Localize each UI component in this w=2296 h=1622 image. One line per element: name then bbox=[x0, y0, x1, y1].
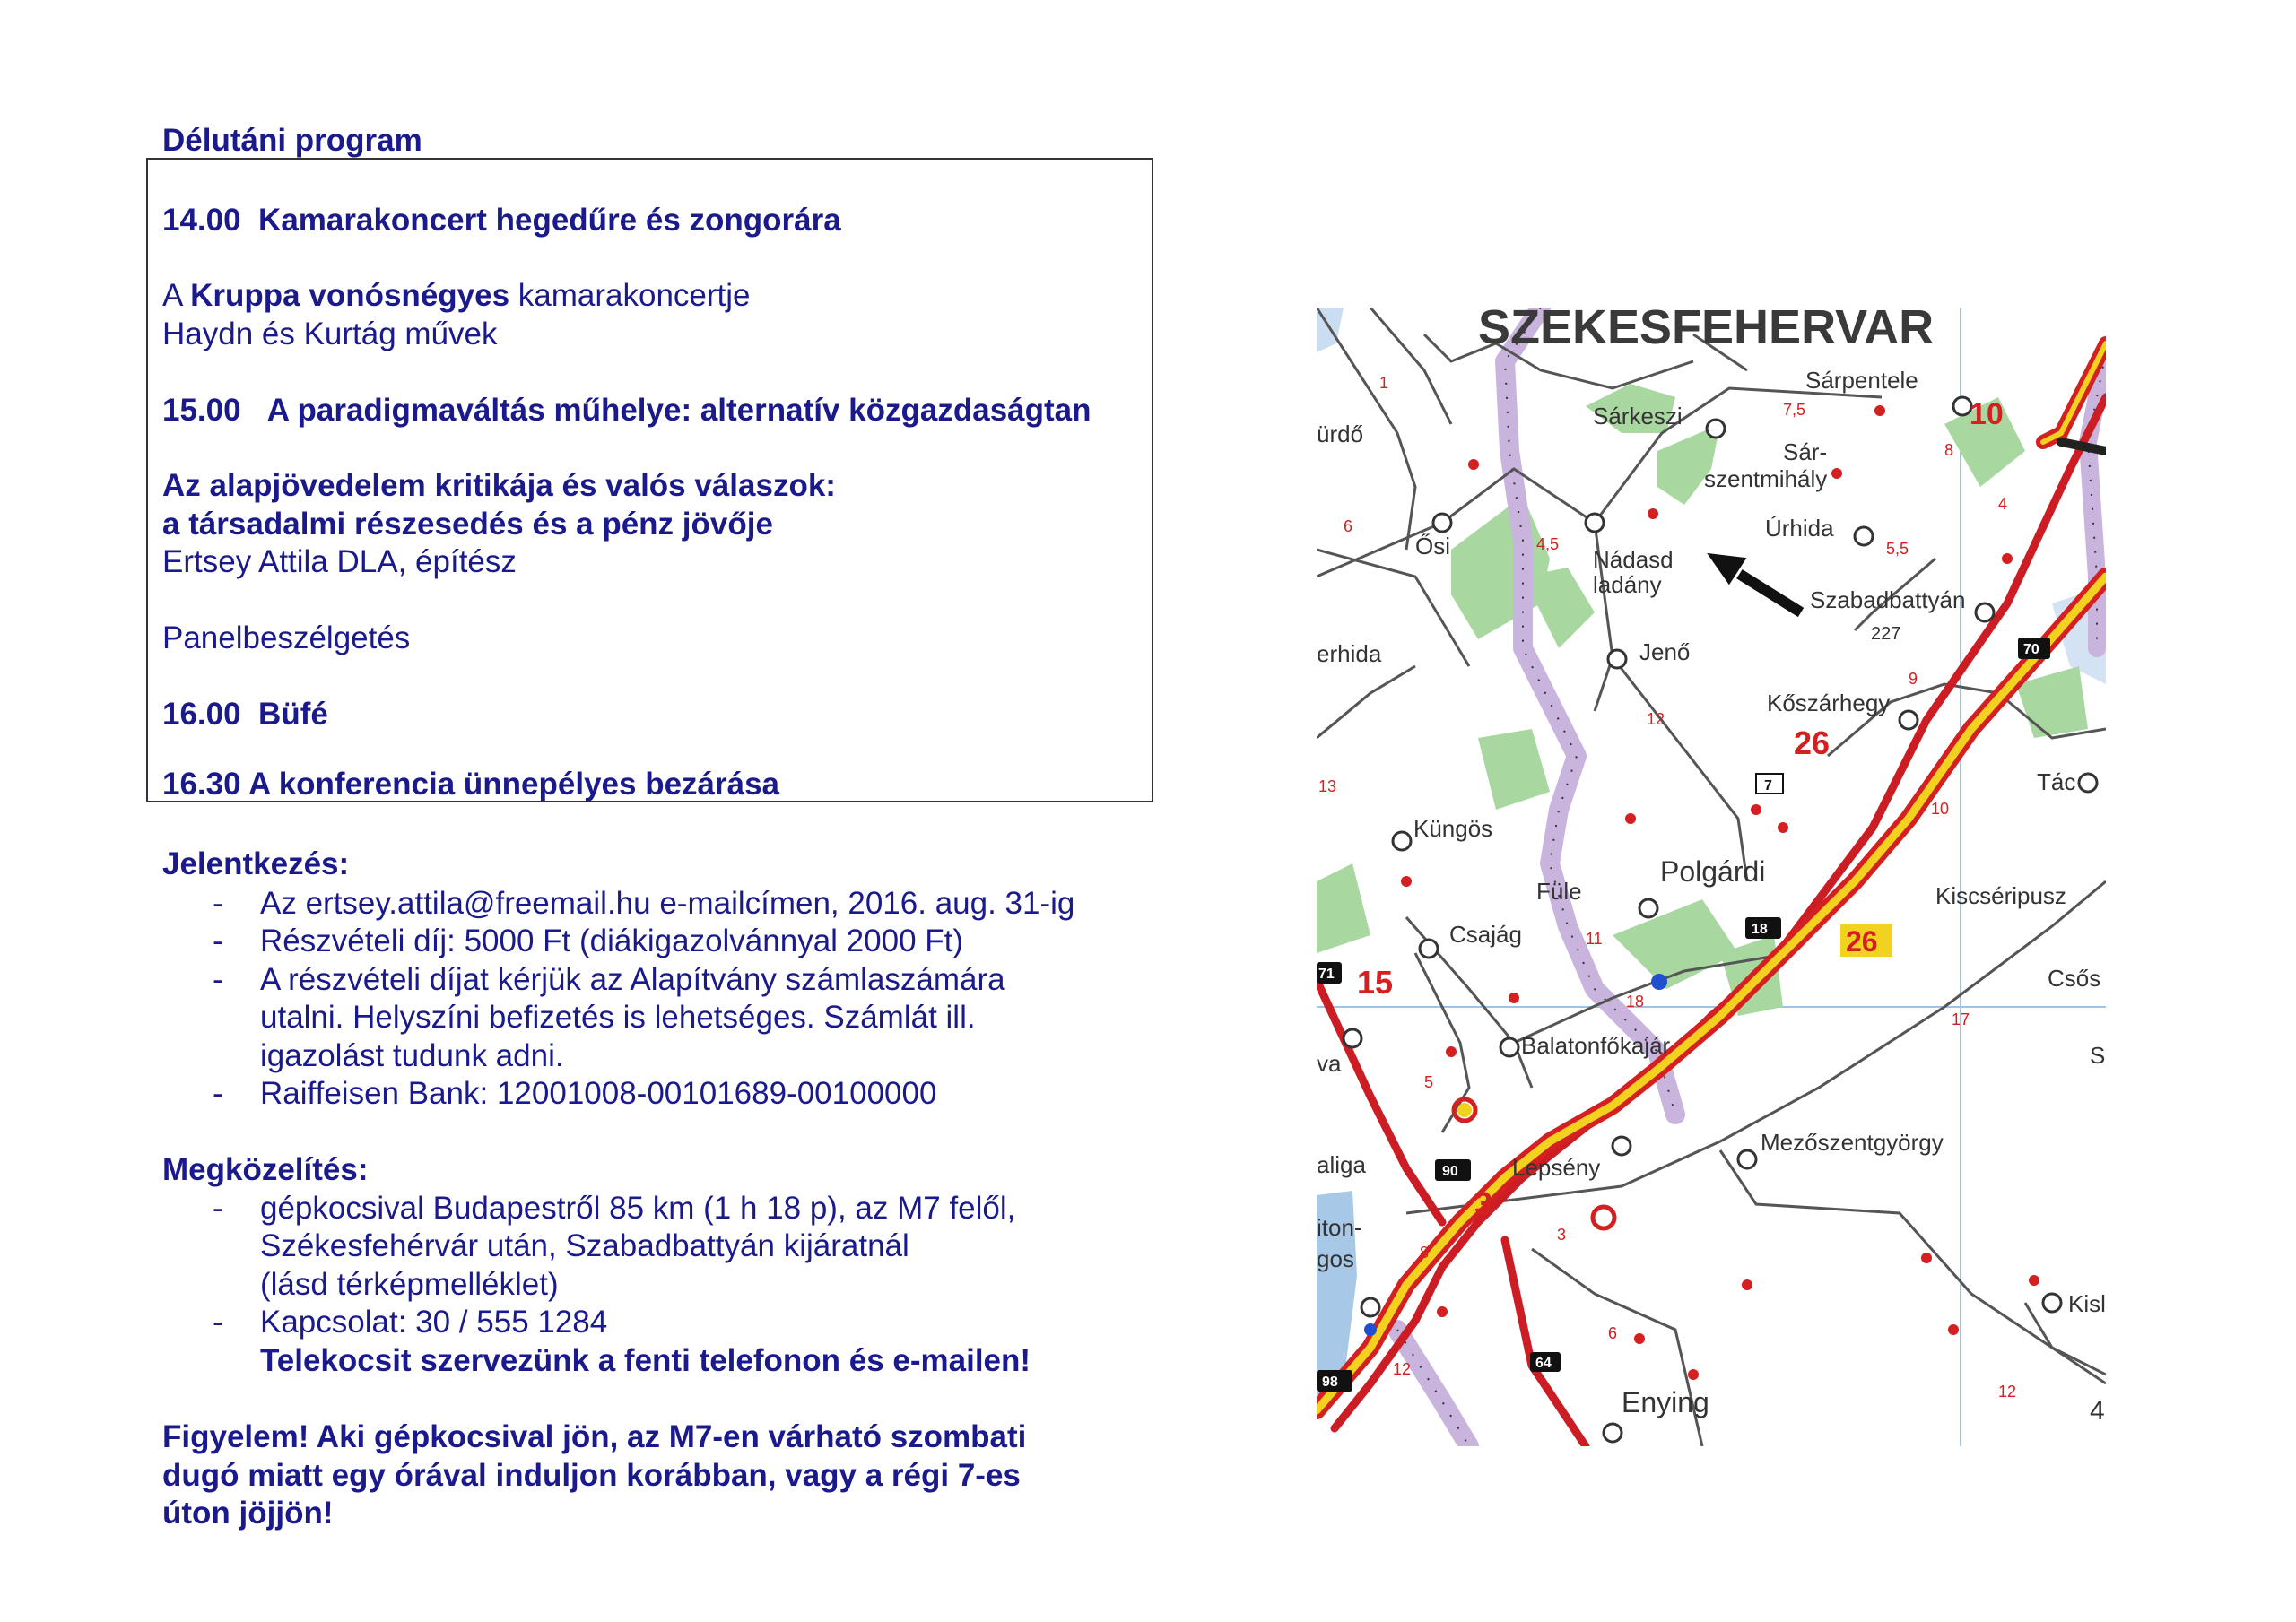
shield-text-64: 64 bbox=[1535, 1356, 1552, 1371]
lecture-speaker: Ertsey Attila DLA, építész bbox=[162, 544, 517, 579]
km-12-b: 12 bbox=[1393, 1360, 1412, 1378]
km-8-b: 8 bbox=[1420, 1244, 1430, 1262]
km-7-5: 7,5 bbox=[1783, 401, 1806, 419]
map-label-iton: iton- bbox=[1317, 1214, 1362, 1241]
map-label-kiscseripusz: Kiscséripusz bbox=[1935, 882, 2066, 909]
km-10: 10 bbox=[1931, 800, 1950, 818]
map-label-lepseny: Lepsény bbox=[1512, 1154, 1601, 1181]
map-label-s: S bbox=[2090, 1042, 2106, 1069]
km-17: 17 bbox=[1952, 1010, 1970, 1028]
warning-line-3: úton jöjjön! bbox=[162, 1496, 334, 1531]
map-label-polgardi: Polgárdi bbox=[1660, 855, 1766, 888]
map-label-city: SZEKESFEHERVAR bbox=[1478, 308, 1935, 354]
map-label-szentmihaly: szentmihály bbox=[1704, 465, 1828, 492]
registration-payment-1: A részvételi díjat kérjük az Alapítvány számlaszámára bbox=[260, 962, 1005, 997]
road-number-10: 10 bbox=[1970, 397, 2004, 431]
concert-suffix: kamarakoncertje bbox=[509, 278, 751, 313]
program-time: 14.00 bbox=[162, 203, 241, 238]
bank-account: Raiffeisen Bank: 12001008-00101689-00100000 bbox=[260, 1076, 937, 1111]
warning-line-1: Figyelem! Aki gépkocsival jön, az M7-en várható szombati bbox=[162, 1419, 1027, 1454]
program-title: Kamarakoncert hegedűre és zongorára bbox=[258, 203, 841, 238]
bullet: - bbox=[213, 1076, 223, 1111]
program-time: 15.00 bbox=[162, 393, 241, 428]
map-label-tac: Tác bbox=[2037, 768, 2076, 795]
bullet: - bbox=[213, 924, 223, 958]
bullet: - bbox=[213, 886, 223, 921]
km-12-c: 12 bbox=[1998, 1383, 2017, 1401]
quartet-name: Kruppa vonósnégyes bbox=[190, 278, 510, 313]
map-label-koszarhegy: Kőszárhegy bbox=[1767, 690, 1891, 716]
map-label-jeno: Jenő bbox=[1639, 638, 1691, 665]
map-label-four: 4 bbox=[2090, 1396, 2105, 1426]
panel-discussion: Panelbeszélgetés bbox=[162, 620, 411, 655]
map-label-csos: Csős bbox=[2048, 965, 2101, 992]
program-item-closing: 16.30 A konferencia ünnepélyes bezárása bbox=[162, 767, 780, 802]
road-number-26-b: 26 bbox=[1846, 925, 1878, 958]
concert-prefix: A bbox=[162, 278, 191, 313]
shield-text-70: 70 bbox=[2023, 642, 2039, 657]
map-label-gos: gos bbox=[1317, 1245, 1354, 1272]
lecture-title-1: Az alapjövedelem kritikája és valós válaszok: bbox=[162, 468, 836, 503]
carpool-note: Telekocsit szervezünk a fenti telefonon és e-mailen! bbox=[260, 1343, 1031, 1378]
program-title: Büfé bbox=[258, 697, 328, 732]
km-6-b: 6 bbox=[1608, 1324, 1618, 1342]
km-9: 9 bbox=[1909, 670, 1918, 688]
shield-text-90: 90 bbox=[1442, 1164, 1458, 1179]
road-number-26-a: 26 bbox=[1794, 724, 1831, 761]
map-label-balatonfokajar: Balatonfőkajár bbox=[1521, 1032, 1671, 1059]
town-marker-fill bbox=[1457, 1103, 1472, 1117]
km-12: 12 bbox=[1647, 710, 1665, 728]
map-label-csajag: Csajág bbox=[1449, 921, 1522, 948]
shield-text-71: 71 bbox=[1318, 967, 1335, 982]
road-number-15: 15 bbox=[1357, 964, 1394, 1001]
km-18: 18 bbox=[1626, 993, 1645, 1010]
map-label-enying: Enying bbox=[1622, 1386, 1709, 1418]
concert-line bbox=[162, 276, 751, 315]
map-label-urdo: ürdő bbox=[1317, 421, 1364, 447]
km-1: 1 bbox=[1379, 374, 1389, 392]
km-11: 11 bbox=[1586, 930, 1603, 948]
program-item-buffet bbox=[162, 695, 328, 733]
registration-heading: Jelentkezés: bbox=[162, 846, 350, 881]
map-label-kisl: Kisl bbox=[2068, 1290, 2106, 1317]
km-4: 4 bbox=[1998, 495, 2008, 513]
map-label-sarkeszi: Sárkeszi bbox=[1593, 403, 1683, 429]
km-3: 3 bbox=[1557, 1226, 1567, 1244]
program-item-workshop bbox=[162, 391, 1091, 429]
km-13: 13 bbox=[1318, 777, 1337, 795]
concert-works: Haydn és Kurtág művek bbox=[162, 317, 498, 351]
map-label-nadasd: Nádasd bbox=[1593, 546, 1674, 573]
map-label-mezoszentgyorgy: Mezőszentgyörgy bbox=[1761, 1129, 1944, 1156]
contact-phone: Kapcsolat: 30 / 555 1284 bbox=[260, 1305, 608, 1340]
shield-text-98: 98 bbox=[1322, 1375, 1338, 1390]
km-5-5: 5,5 bbox=[1886, 540, 1909, 558]
bullet: - bbox=[213, 962, 223, 997]
km-4-5: 4,5 bbox=[1536, 535, 1560, 553]
km-6: 6 bbox=[1344, 517, 1353, 535]
map-label-szabadbattyan: Szabadbattyán bbox=[1810, 586, 1966, 613]
bullet: - bbox=[213, 1191, 223, 1226]
lecture-title-2: a társadalmi részesedés és a pénz jövője bbox=[162, 507, 773, 542]
map-label-elevation: 227 bbox=[1871, 624, 1901, 644]
road-number-3: 3 bbox=[1474, 1185, 1493, 1222]
map-label-sarpentele: Sárpentele bbox=[1805, 367, 1918, 394]
km-8: 8 bbox=[1944, 441, 1954, 459]
program-time: 16.00 bbox=[162, 697, 241, 732]
program-title: A paradigmaváltás műhelye: alternatív közgazdaságtan bbox=[266, 393, 1091, 428]
access-car-1: gépkocsival Budapestről 85 km (1 h 18 p), az M7 felől, bbox=[260, 1191, 1016, 1226]
map-label-erhida: erhida bbox=[1317, 640, 1382, 667]
bullet: - bbox=[213, 1305, 223, 1340]
registration-payment-2: utalni. Helyszíni befizetés is lehetséges. Számlát ill. bbox=[260, 1000, 976, 1035]
registration-fee: Részvételi díj: 5000 Ft (diákigazolvánnyal 2000 Ft) bbox=[260, 924, 964, 958]
access-heading: Megközelítés: bbox=[162, 1152, 369, 1187]
map-label-va: va bbox=[1317, 1050, 1342, 1077]
map-label-aliga: aliga bbox=[1317, 1151, 1366, 1178]
km-5: 5 bbox=[1424, 1073, 1434, 1091]
map-label-fule: Füle bbox=[1536, 878, 1582, 905]
section-title: Délutáni program bbox=[162, 123, 422, 158]
registration-payment-3: igazolást tudunk adni. bbox=[260, 1038, 564, 1073]
warning-line-2: dugó miatt egy órával induljon korábban, vagy a régi 7-es bbox=[162, 1458, 1021, 1493]
shield-text-18: 18 bbox=[1752, 922, 1768, 937]
access-car-3: (lásd térképmelléklet) bbox=[260, 1267, 559, 1302]
map-label-urhida: Úrhida bbox=[1765, 515, 1834, 542]
map-label-kungos: Küngös bbox=[1413, 815, 1493, 842]
map-label-ladany: ladány bbox=[1593, 571, 1662, 598]
registration-email: Az ertsey.attila@freemail.hu e-mailcímen, 2016. aug. 31-ig bbox=[260, 886, 1075, 921]
map-label-sar: Sár- bbox=[1783, 438, 1828, 465]
shield-text-7: 7 bbox=[1764, 778, 1772, 794]
access-car-2: Székesfehérvár után, Szabadbattyán kijáratnál bbox=[260, 1228, 909, 1263]
program-item-concert bbox=[162, 201, 841, 239]
location-map bbox=[1317, 308, 2106, 1446]
map-label-osi: Ősi bbox=[1415, 533, 1450, 559]
